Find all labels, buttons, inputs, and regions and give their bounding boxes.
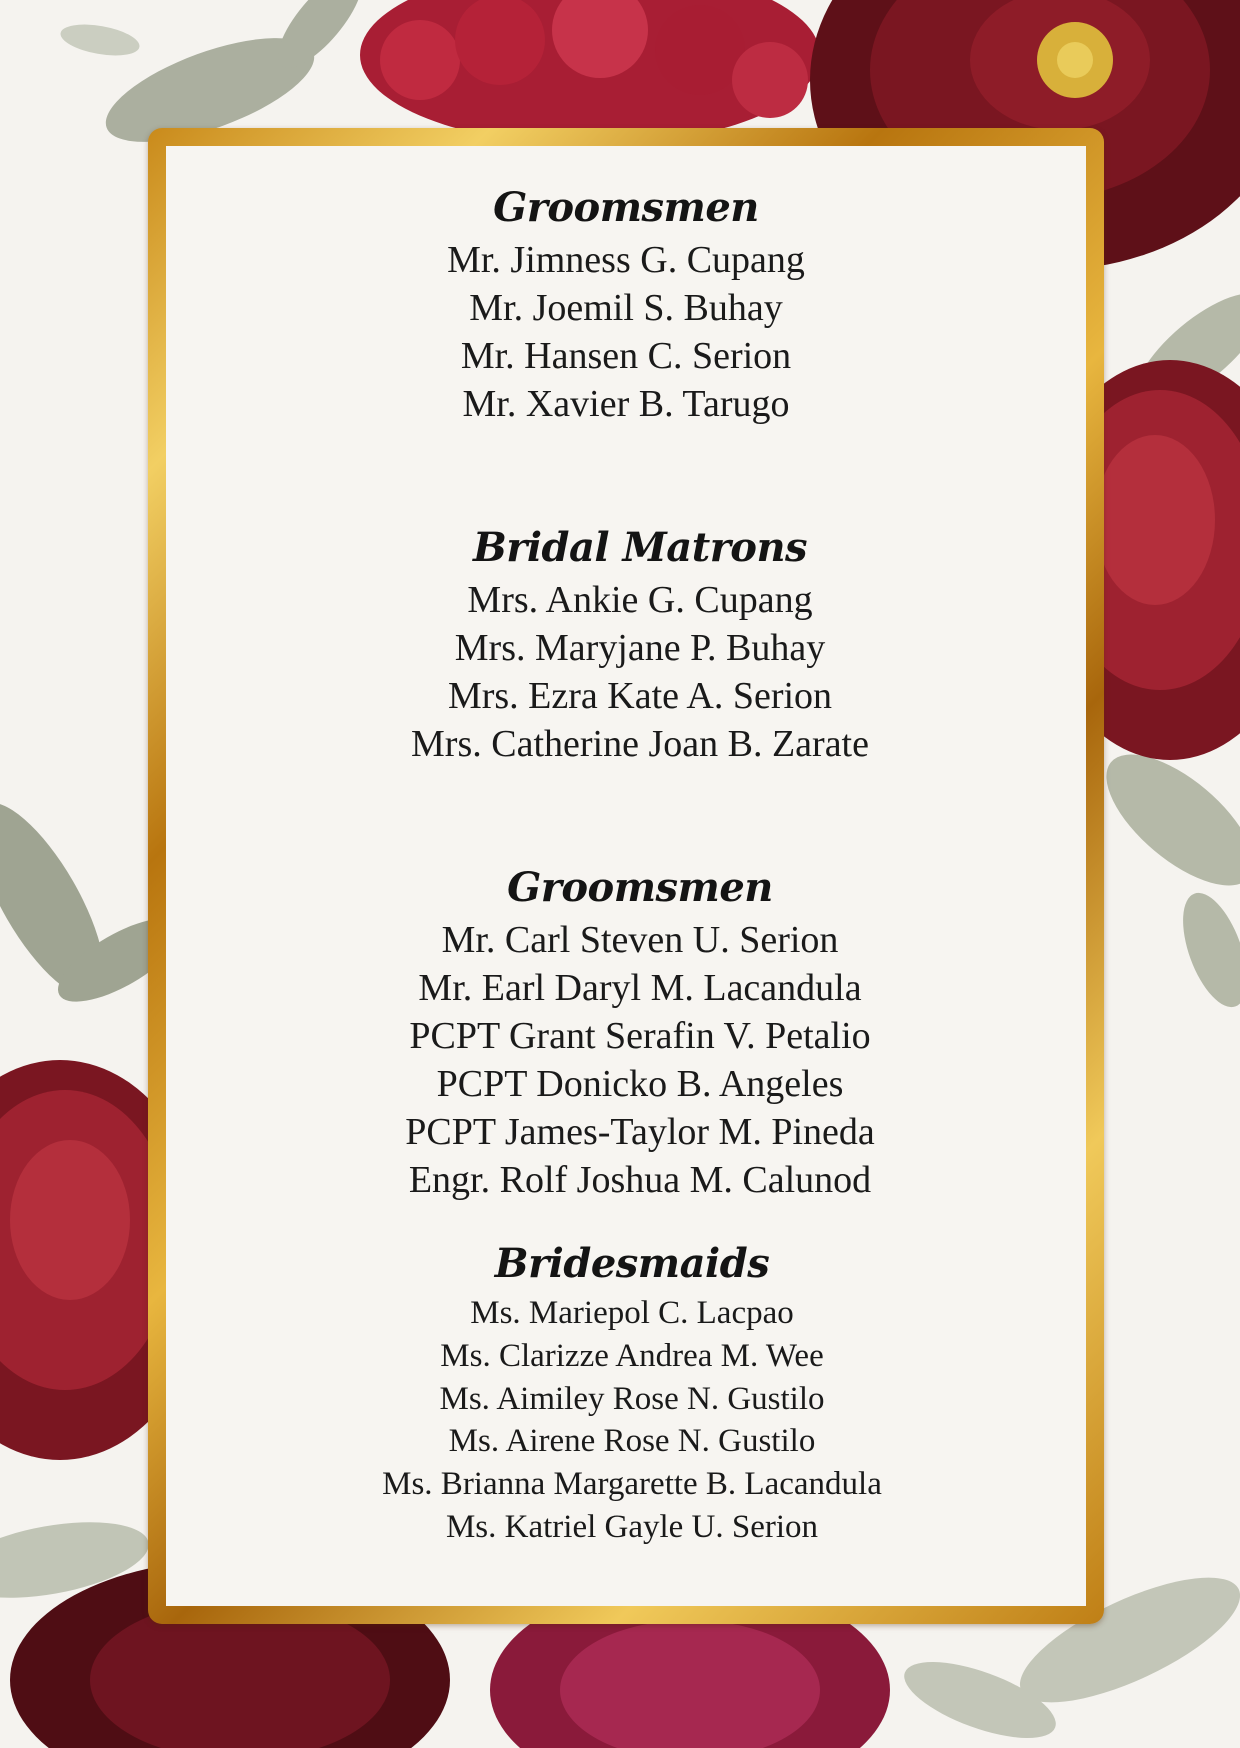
- list-item: PCPT Donicko B. Angeles: [436, 1063, 844, 1105]
- section-groomsmen-1: [166, 184, 1086, 428]
- list-item: Ms. Airene Rose N. Gustilo: [448, 1423, 816, 1460]
- section-heading: Groomsmen: [493, 184, 759, 231]
- section-groomsmen-2: [180, 864, 1100, 1204]
- list-item: Mr. Jimness G. Cupang: [447, 239, 805, 281]
- name-list: [180, 916, 1100, 1204]
- lilac-cluster-icon: [360, 0, 820, 145]
- list-item: Ms. Clarizze Andrea M. Wee: [440, 1337, 824, 1374]
- section-bridal-matrons: [180, 524, 1100, 768]
- list-item: Mrs. Ankie G. Cupang: [467, 579, 813, 621]
- name-list: [172, 1292, 1092, 1549]
- list-item: PCPT James-Taylor M. Pineda: [405, 1111, 875, 1153]
- list-item: Mr. Earl Daryl M. Lacandula: [418, 967, 862, 1009]
- list-item: Mr. Hansen C. Serion: [460, 335, 792, 377]
- list-item: Engr. Rolf Joshua M. Calunod: [408, 1159, 872, 1201]
- entourage-card: [166, 146, 1086, 1606]
- list-item: Mrs. Maryjane P. Buhay: [454, 627, 826, 669]
- name-list: [180, 576, 1100, 768]
- section-heading: Bridal Matrons: [472, 524, 808, 571]
- list-item: Ms. Brianna Margarette B. Lacandula: [382, 1466, 882, 1503]
- list-item: Mrs. Ezra Kate A. Serion: [447, 675, 833, 717]
- name-list: [166, 236, 1086, 428]
- list-item: Ms. Mariepol C. Lacpao: [470, 1295, 794, 1331]
- section-heading: Groomsmen: [507, 864, 773, 911]
- list-item: Ms. Katriel Gayle U. Serion: [445, 1508, 819, 1545]
- section-heading: Bridesmaids: [494, 1240, 770, 1287]
- list-item: Mr. Carl Steven U. Serion: [441, 919, 839, 961]
- list-item: Mrs. Catherine Joan B. Zarate: [411, 723, 869, 765]
- list-item: PCPT Grant Serafin V. Petalio: [409, 1015, 871, 1057]
- list-item: Mr. Joemil S. Buhay: [469, 287, 783, 329]
- list-item: Ms. Aimiley Rose N. Gustilo: [439, 1380, 825, 1417]
- list-item: Mr. Xavier B. Tarugo: [462, 383, 790, 425]
- section-bridesmaids: [172, 1240, 1092, 1549]
